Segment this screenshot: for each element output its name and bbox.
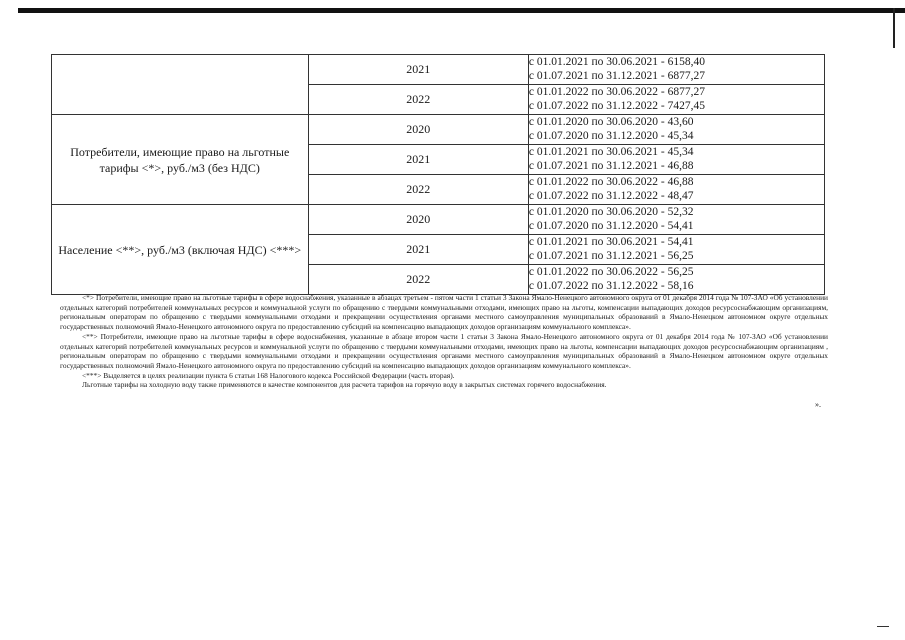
rate-line: с 01.07.2020 по 31.12.2020 - 45,34 [528, 129, 694, 142]
rate-cell [528, 175, 824, 205]
scan-corner-mark [877, 626, 889, 627]
consumer-category-cell: Потребители, имеющие право на льготные тарифы <*>, руб./м3 (без НДС) [52, 115, 309, 205]
rate-line: с 01.07.2021 по 31.12.2021 - 6877,27 [528, 69, 706, 82]
consumer-category-cell [52, 55, 309, 115]
footnote-hot-water: Льготные тарифы на холодную воду также применяются в качестве компонентов для расчета тарифов на горячую воду в закрытых системах горячего водоснабжения. [82, 380, 607, 390]
rate-cell [528, 55, 824, 85]
footnote-population: <**> Потребители, имеющие право на льготные тарифы в сфере водоснабжения, указанные в абзаце втором части 1 статьи 3 Закона Ямало-Ненецкого автономного округа от 01 декабря 2014 года № 107-ЗАО «Об установлении отдельных категорий потребителей коммунальных ресурсов и коммунальной услуги по обращению с твердыми коммунальными отходами, имеющих право на льготы, компенсации выпадающих доходов ресурсоснабжающим организациям , региональным операторам по обращению с твердыми коммунальными отходами и прекращении осуществления органами местного самоуправления муниципальных образований в Ямало-Ненецком автономном округе отдельных государственных полномочий Ямало-Ненецкого автономного округа по предоставлению субсидий на компенсацию выпадающих доходов организациям коммунального комплекса». [60, 331, 828, 370]
footnotes [60, 293, 828, 390]
rate-line: с 01.07.2022 по 31.12.2022 - 7427,45 [528, 99, 706, 112]
footnote-privileged-consumers: <*> Потребители, имеющие право на льготные тарифы в сфере водоснабжения, указанные в абзацах третьем - пятом части 1 статьи 3 Закона Ямало-Ненецкого автономного округа от 01 декабря 2014 года № 107-ЗАО «Об установлении отдельных категорий потребителей коммунальных ресурсов и коммунальной услуги по обращению с твердыми коммунальными отходами, имеющих право на льготы, компенсации выпадающих доходов ресурсоснабжающим организациям, региональным операторам по обращению с твердыми коммунальными отходами и прекращении осуществления органами местного самоуправления муниципальных образований в Ямало-Ненецком автономном округе отдельных государственных полномочий Ямало-Ненецкого автономного округа по предоставлению субсидий на компенсацию выпадающих доходов организациям коммунального комплекса». [60, 293, 828, 332]
rate-line: с 01.07.2021 по 31.12.2021 - 56,25 [528, 249, 694, 262]
rate-line: с 01.01.2020 по 30.06.2020 - 43,60 [528, 116, 694, 128]
year-cell: 2022 [308, 85, 528, 115]
rate-line: с 01.01.2022 по 30.06.2022 - 56,25 [528, 266, 694, 278]
rate-cell [528, 85, 824, 115]
table-row [52, 115, 825, 145]
year-cell: 2021 [308, 55, 528, 85]
footnote-vat: <***> Выделяется в целях реализации пункта 6 статьи 168 Налогового кодекса Российской Федерации (часть вторая). [82, 370, 455, 380]
rate-cell [528, 145, 824, 175]
rate-line: с 01.07.2020 по 31.12.2020 - 54,41 [528, 219, 694, 232]
year-cell: 2020 [308, 115, 528, 145]
scan-right-border [893, 8, 895, 48]
rate-line: с 01.01.2021 по 30.06.2021 - 54,41 [528, 236, 694, 248]
year-cell: 2021 [308, 145, 528, 175]
year-cell: 2022 [308, 265, 528, 295]
table-row [52, 55, 825, 85]
rate-cell [528, 265, 824, 295]
rate-line: с 01.01.2021 по 30.06.2021 - 45,34 [528, 146, 694, 158]
rate-line: с 01.01.2022 по 30.06.2022 - 6877,27 [528, 86, 706, 98]
rate-line: с 01.07.2022 по 31.12.2022 - 58,16 [528, 279, 694, 292]
year-cell: 2022 [308, 175, 528, 205]
rate-line: с 01.01.2022 по 30.06.2022 - 46,88 [528, 176, 694, 188]
rate-cell [528, 235, 824, 265]
table-row [52, 205, 825, 235]
consumer-category-cell: Население <**>, руб./м3 (включая НДС) <***> [52, 205, 309, 295]
rate-line: с 01.01.2021 по 30.06.2021 - 6158,40 [528, 56, 706, 68]
rate-cell [528, 205, 824, 235]
closing-quote-mark: ». [815, 400, 821, 409]
scan-top-border [18, 8, 905, 13]
tariff-table [51, 54, 825, 295]
rate-cell [528, 115, 824, 145]
year-cell: 2021 [308, 235, 528, 265]
rate-line: с 01.07.2022 по 31.12.2022 - 48,47 [528, 189, 694, 202]
rate-line: с 01.01.2020 по 30.06.2020 - 52,32 [528, 206, 694, 218]
year-cell: 2020 [308, 205, 528, 235]
rate-line: с 01.07.2021 по 31.12.2021 - 46,88 [528, 159, 694, 172]
